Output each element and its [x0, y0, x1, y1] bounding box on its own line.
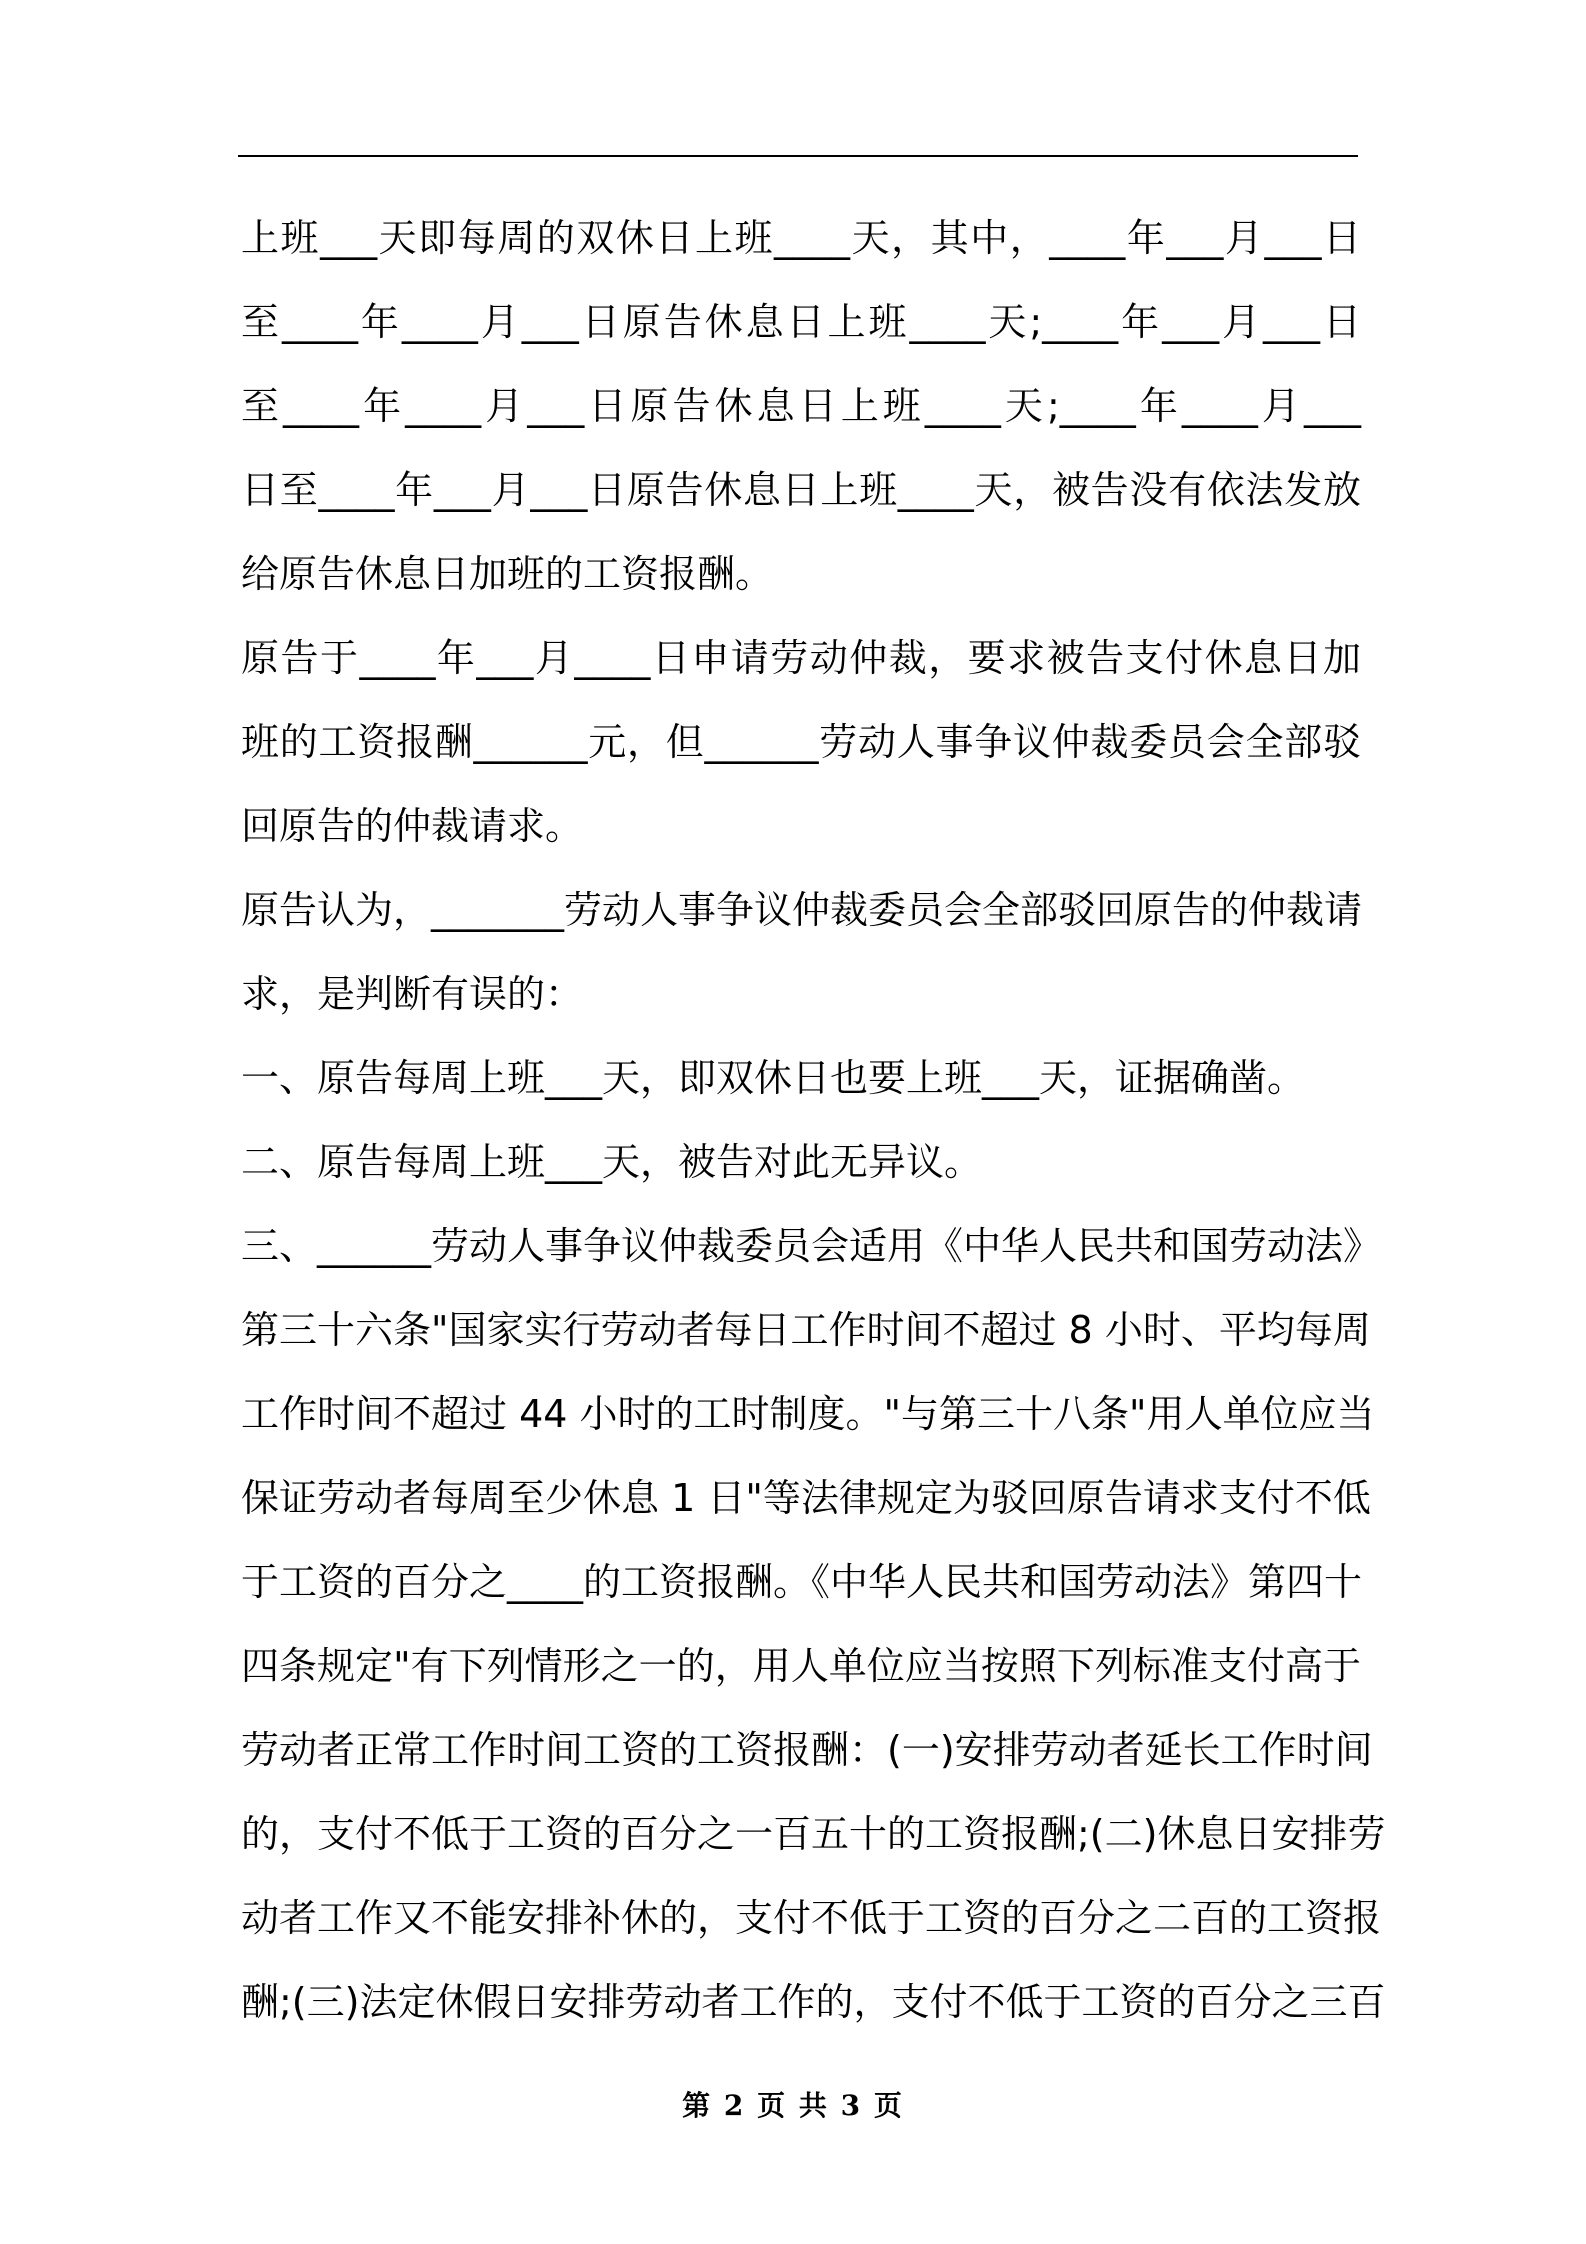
text-line: 的，支付不低于工资的百分之一百五十的工资报酬;(二)休息日安排劳 — [241, 1812, 1386, 1856]
text-line: 求，是判断有误的： — [241, 972, 584, 1016]
text-line: 至____年____月___日原告休息日上班____天;____年___月___日 — [241, 300, 1361, 344]
text-line: 班的工资报酬______元，但______劳动人事争议仲裁委员会全部驳 — [241, 720, 1361, 764]
text-line: 劳动者正常工作时间工资的工资报酬：(一)安排劳动者延长工作时间 — [241, 1728, 1373, 1772]
text-line: 给原告休息日加班的工资报酬。 — [241, 552, 774, 596]
document-body — [241, 196, 1386, 2044]
text-line: 二、原告每周上班___天，被告对此无异议。 — [241, 1140, 983, 1184]
text-line: 三、______劳动人事争议仲裁委员会适用《中华人民共和国劳动法》 — [241, 1224, 1382, 1268]
text-line: 原告于____年___月____日申请劳动仲裁，要求被告支付休息日加 — [241, 636, 1361, 680]
text-line: 酬;(三)法定休假日安排劳动者工作的，支付不低于工资的百分之三百 — [241, 1980, 1386, 2024]
text-line: 保证劳动者每周至少休息 1 日"等法律规定为驳回原告请求支付不低 — [241, 1476, 1371, 1520]
text-line: 动者工作又不能安排补休的，支付不低于工资的百分之二百的工资报 — [241, 1896, 1382, 1940]
text-line: 回原告的仲裁请求。 — [241, 804, 584, 848]
page-number-footer: 第 2 页 共 3 页 — [682, 2089, 904, 2122]
text-line: 于工资的百分之____的工资报酬。《中华人民共和国劳动法》第四十 — [241, 1560, 1363, 1604]
text-line: 日至____年___月___日原告休息日上班____天，被告没有依法发放 — [241, 468, 1361, 512]
text-line: 至____年____月___日原告休息日上班____天;____年____月___ — [241, 384, 1361, 428]
text-line: 原告认为，_______劳动人事争议仲裁委员会全部驳回原告的仲裁请 — [241, 888, 1363, 932]
text-line: 第三十六条"国家实行劳动者每日工作时间不超过 8 小时、平均每周 — [241, 1308, 1371, 1352]
text-line: 四条规定"有下列情形之一的，用人单位应当按照下列标准支付高于 — [241, 1644, 1361, 1688]
text-line: 一、原告每周上班___天，即双休日也要上班___天，证据确凿。 — [241, 1056, 1306, 1100]
text-line: 上班___天即每周的双休日上班____天，其中，____年___月___日 — [241, 216, 1361, 260]
text-line: 工作时间不超过 44 小时的工时制度。"与第三十八条"用人单位应当 — [241, 1392, 1375, 1436]
header-rule — [238, 155, 1358, 157]
